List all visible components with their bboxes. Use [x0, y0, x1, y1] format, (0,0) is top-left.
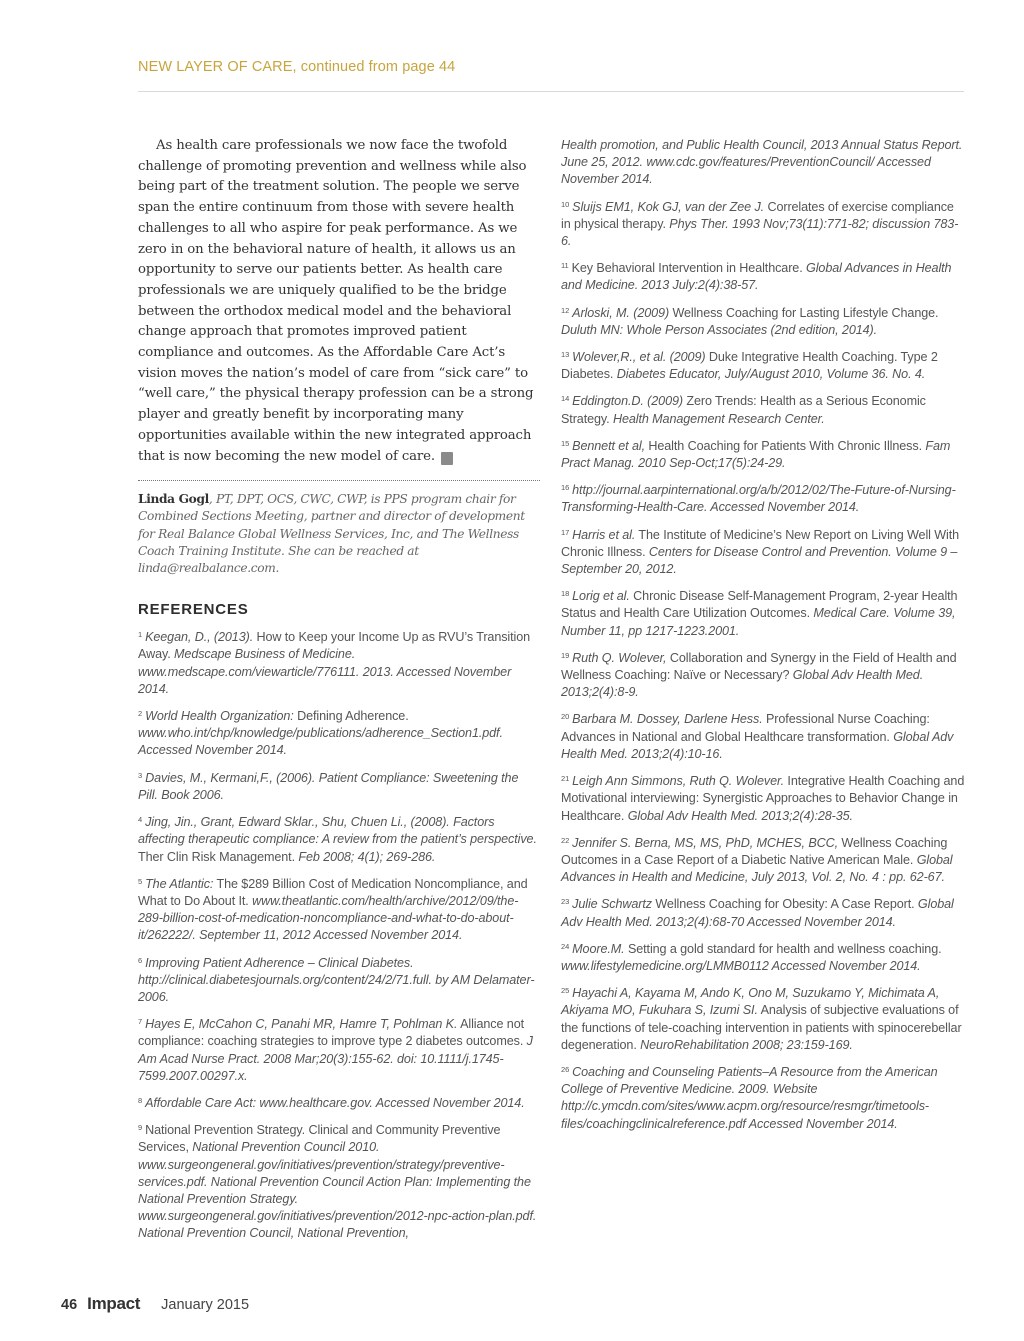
reference-number: 13: [561, 350, 570, 360]
reference-italic-source: National Prevention Council 2010. www.surgeongeneral.gov/initiatives/prevention/strategy/preventive-services.pdf. National Prevention Council Action Plan: Implementing the National Prevention Strategy. www.surgeongeneral.gov/initiatives/prevention/2012-npc-action-plan.pdf. National Prevention Council, National Prevention,: [138, 1140, 537, 1241]
reference-italic-source: Diabetes Educator, July/August 2010, Volume 36. No. 4.: [616, 367, 926, 382]
reference-italic-lead: Davies, M., Kermani,F., (2006). Patient Compliance: Sweetening the Pill. Book 2006.: [138, 770, 519, 802]
reference-italic-source: NeuroRehabilitation 2008; 23:159-169.: [640, 1037, 853, 1052]
reference-number: 11: [561, 261, 569, 271]
reference-italic-lead: Julie Schwartz: [572, 897, 652, 912]
reference-item: [561, 479, 965, 516]
reference-italic-lead: Improving Patient Adherence – Clinical Diabetes. http://clinical.diabetesjournals.org/content/24/2/71.full. by AM Delamater-2006.: [138, 955, 535, 1004]
reference-italic-lead: Health promotion, and Public Health Council, 2013 Annual Status Report. June 25, 2012. www.cdc.gov/features/PreventionCouncil/ Accessed November 2014.: [561, 138, 963, 187]
reference-italic-lead: Coaching and Counseling Patients–A Resource from the American College of Preventive Medicine. 2009. Website http://c.ymcdn.com/sites/www.acpm.org/resource/resmgr/timetools-files/coachingclinicalreference.pdf Accessed November 2014.: [561, 1064, 938, 1131]
reference-italic-lead: Wolever,R., et al. (2009): [572, 350, 706, 365]
reference-item: [561, 1061, 965, 1133]
reference-item: [561, 938, 965, 975]
reference-text: Duke Integrative Health Coaching. Type 2 Diabetes.: [561, 350, 938, 382]
reference-number: 14: [561, 394, 570, 404]
reference-number: 16: [561, 483, 570, 493]
reference-italic-lead: World Health Organization:: [145, 709, 294, 724]
reference-item: [561, 708, 965, 763]
reference-number: 21: [561, 774, 570, 784]
header-divider: [138, 91, 964, 92]
reference-item: [561, 196, 965, 251]
reference-number: 9: [138, 1123, 143, 1133]
reference-italic-source: www.theatlantic.com/health/archive/2012/09/the-289-billion-cost-of-medication-noncompliance-and-what-to-do-about-it/262222/. September 11, 2012 Accessed November 2014.: [138, 893, 519, 943]
reference-italic-lead: Ruth Q. Wolever,: [572, 650, 667, 665]
reference-italic-source: J Am Acad Nurse Pract. 2008 Mar;20(3):155-62. doi: 10.1111/j.1745-7599.2007.00297.x.: [138, 1034, 533, 1083]
reference-text: Setting a gold standard for health and wellness coaching.: [624, 941, 942, 956]
reference-item: [561, 893, 965, 930]
reference-item: [561, 346, 965, 383]
author-name: Linda Gogl: [138, 492, 209, 507]
reference-item: [561, 982, 965, 1054]
reference-italic-source: www.lifestylemedicine.org/LMMB0112 Accessed November 2014.: [561, 958, 921, 973]
bio-divider: [138, 480, 540, 481]
reference-item: [138, 873, 540, 945]
reference-text: National Prevention Strategy. Clinical and Community Preventive Services,: [138, 1123, 501, 1155]
reference-text: The $289 Billion Cost of Medication Noncompliance, and What to Do About It.: [138, 876, 528, 908]
reference-number: 2: [138, 709, 143, 719]
reference-italic-source: Phys Ther. 1993 Nov;73(11):771-82; discussion 783-6.: [561, 216, 959, 249]
reference-item: [561, 770, 965, 825]
reference-text: Wellness Coaching for Lasting Lifestyle Change.: [669, 305, 939, 320]
reference-text: The Institute of Medicine’s New Report on Living Well With Chronic Illness.: [561, 527, 960, 559]
references-list-right: [561, 137, 965, 1133]
reference-number: 5: [138, 876, 143, 886]
reference-text: Professional Nurse Coaching: Advances in National and Global Healthcare transformation.: [561, 712, 930, 744]
reference-italic-lead: Sluijs EM1, Kok GJ, van der Zee J.: [572, 199, 765, 214]
reference-text: Chronic Disease Self-Management Program, 2-year Health Status and Health Care Utilization Outcomes.: [561, 589, 958, 621]
reference-text: Correlates of exercise compliance in physical therapy.: [561, 199, 954, 231]
article-body: [138, 136, 540, 467]
reference-text: Collaboration and Synergy in the Field of Health and Wellness Coaching: Naïve or Necessary?: [561, 650, 957, 683]
reference-italic-lead: The Atlantic:: [145, 876, 214, 891]
reference-item: [561, 832, 965, 887]
reference-text: Defining Adherence.: [293, 709, 409, 724]
reference-number: 1: [138, 630, 143, 640]
reference-text: Health Coaching for Patients With Chronic Illness.: [644, 438, 926, 453]
reference-italic-lead: http://journal.aarpinternational.org/a/b/2012/02/The-Future-of-Nursing-Transforming-Health-Care. Accessed November 2014.: [561, 483, 956, 515]
reference-text: Ther Clin Risk Management.: [138, 849, 299, 864]
reference-italic-lead: Hayes E, McCahon C, Panahi MR, Hamre T, Pohlman K.: [145, 1017, 458, 1032]
reference-item: [138, 626, 540, 698]
reference-italic-source: Duluth MN: Whole Person Associates (2nd edition, 2014).: [561, 322, 878, 337]
end-of-article-icon: I: [441, 452, 453, 465]
reference-item: [138, 811, 540, 866]
reference-item: [561, 647, 965, 702]
reference-item: [561, 390, 965, 427]
reference-number: 20: [561, 712, 570, 722]
reference-italic-source: Medscape Business of Medicine. www.medscape.com/viewarticle/776111. 2013. Accessed November 2014.: [138, 647, 512, 696]
reference-italic-lead: Harris et al.: [572, 527, 636, 542]
reference-number: 7: [138, 1017, 143, 1027]
reference-text: How to Keep your Income Up as RVU’s Transition Away.: [138, 630, 531, 662]
reference-number: 4: [138, 815, 143, 825]
reference-italic-lead: Arloski, M. (2009): [572, 305, 670, 320]
references-heading: REFERENCES: [138, 601, 249, 619]
reference-number: 17: [561, 527, 570, 537]
reference-italic-lead: Eddington.D. (2009): [572, 394, 683, 409]
page-footer: [61, 1294, 249, 1314]
reference-text: Wellness Coaching Outcomes in a Case Report of a Diabetic Native American Male.: [561, 835, 948, 867]
reference-italic-lead: Lorig et al.: [572, 589, 630, 604]
reference-text: Wellness Coaching for Obesity: A Case Report.: [651, 897, 918, 912]
reference-text: Zero Trends: Health as a Serious Economic Strategy.: [561, 394, 926, 426]
reference-italic-lead: Hayachi A, Kayama M, Ando K, Ono M, Suzukamo Y, Michimata A, Akiyama MO, Fukuhara S, Izumi SI.: [561, 986, 940, 1018]
reference-item: [561, 585, 965, 640]
reference-item: [138, 1013, 540, 1085]
reference-italic-source: Global Adv Health Med. 2013;2(4):68-70 Accessed November 2014.: [561, 897, 954, 929]
reference-number: 3: [138, 770, 143, 780]
reference-text: Integrative Health Coaching and Motivational interviewing: Synergistic Approaches to Behavior Change in Healthcare.: [561, 774, 965, 823]
reference-item: [561, 137, 965, 189]
reference-italic-source: Centers for Disease Control and Prevention. Volume 9 – September 20, 2012.: [561, 544, 958, 577]
reference-italic-source: Global Adv Health Med. 2013;2(4):28-35.: [627, 808, 853, 823]
reference-item: [138, 1092, 540, 1112]
reference-text: Alliance not compliance: coaching strategies to improve type 2 diabetes outcomes.: [138, 1017, 527, 1049]
reference-number: 23: [561, 897, 570, 907]
author-bio: [138, 491, 540, 577]
reference-number: 19: [561, 650, 570, 660]
reference-item: [138, 1119, 540, 1242]
reference-item: [138, 767, 540, 804]
right-column: [561, 137, 965, 1140]
article-body-text: As health care professionals we now face the twofold challenge of promoting prevention and wellness while also being part of the treatment solution. The people we serve span the entire continuum from those with severe health challenges to all who aspire for peak performance. As we zero in on the behavioral nature of health, it allows us an opportunity to serve our patients better. As health care professionals we are uniquely qualified to be the bridge between the orthodox medical model and the behavioral change approach that promotes improved patient compliance and outcomes. As the Affordable Care Act’s vision moves the nation’s model of care from “sick care” to “well care,” the physical therapy profession can be a strong player and greatly benefit by incorporating many opportunities available within the new integrated approach that is now becoming the new model of care.: [138, 138, 534, 464]
reference-italic-lead: Bennett et al,: [572, 438, 645, 453]
reference-number: 22: [561, 835, 570, 845]
page-number: 46: [61, 1297, 78, 1313]
author-bio-text: , PT, DPT, OCS, CWC, CWP, is PPS program chair for Combined Sections Meeting, partner and director of development for Real Balance Global Wellness Services, Inc, and The Wellness Coach Training Institute. She can be reached at linda@realbalance.com.: [138, 492, 525, 576]
reference-italic-lead: Leigh Ann Simmons, Ruth Q. Wolever.: [572, 774, 785, 789]
reference-italic-lead: Barbara M. Dossey, Darlene Hess.: [572, 712, 763, 727]
reference-number: 25: [561, 986, 570, 996]
reference-item: [561, 257, 965, 294]
magazine-logo: Impact: [87, 1294, 141, 1313]
reference-number: 12: [561, 305, 570, 315]
reference-number: 6: [138, 955, 143, 965]
reference-item: [561, 302, 965, 339]
reference-item: [561, 524, 965, 579]
reference-number: 8: [138, 1095, 143, 1105]
reference-italic-source: Global Advances in Health and Medicine, July 2013, Vol. 2, No. 4 : pp. 62-67.: [561, 852, 953, 885]
reference-italic-source: Fam Pract Manag. 2010 Sep-Oct;17(5):24-29.: [561, 438, 951, 471]
reference-italic-lead: Moore.M.: [572, 941, 625, 956]
reference-number: 10: [561, 199, 570, 209]
reference-italic-source: Global Adv Health Med. 2013;2(4):10-16.: [561, 729, 954, 761]
references-list-left: [138, 626, 540, 1242]
reference-item: [138, 952, 540, 1007]
reference-italic-lead: Jing, Jin., Grant, Edward Sklar., Shu, Chuen Li., (2008). Factors affecting therapeutic compliance: A review from the patient’s perspective.: [138, 815, 537, 847]
reference-italic-source: Feb 2008; 4(1); 269-286.: [298, 849, 436, 864]
reference-text: Key Behavioral Intervention in Healthcare.: [571, 261, 807, 276]
reference-text: Analysis of subjective evaluations of the functions of tele-coaching intervention in patients with spinocerebellar degeneration.: [561, 1003, 962, 1052]
reference-italic-lead: Keegan, D., (2013).: [145, 630, 254, 645]
left-column: [138, 136, 540, 1250]
reference-item: [138, 705, 540, 760]
continued-header: NEW LAYER OF CARE, continued from page 44: [138, 59, 456, 75]
reference-italic-source: Global Adv Health Med. 2013;2(4):8-9.: [561, 668, 924, 700]
reference-number: 15: [561, 438, 570, 448]
reference-italic-source: Health Management Research Center.: [612, 411, 825, 426]
reference-italic-lead: Jennifer S. Berna, MS, MS, PhD, MCHES, BCC,: [572, 835, 839, 850]
reference-italic-source: www.who.int/chp/knowledge/publications/adherence_Section1.pdf. Accessed November 2014.: [138, 726, 503, 758]
reference-italic-source: Global Advances in Health and Medicine. 2013 July:2(4):38-57.: [561, 261, 952, 293]
reference-italic-source: Medical Care. Volume 39, Number 11, pp 1217-1223.2001.: [561, 606, 956, 638]
reference-number: 18: [561, 589, 570, 599]
reference-number: 24: [561, 941, 570, 951]
reference-italic-lead: Affordable Care Act: www.healthcare.gov. Accessed November 2014.: [145, 1095, 525, 1110]
reference-item: [561, 435, 965, 472]
issue-date: January 2015: [161, 1297, 250, 1313]
reference-number: 26: [561, 1064, 570, 1074]
